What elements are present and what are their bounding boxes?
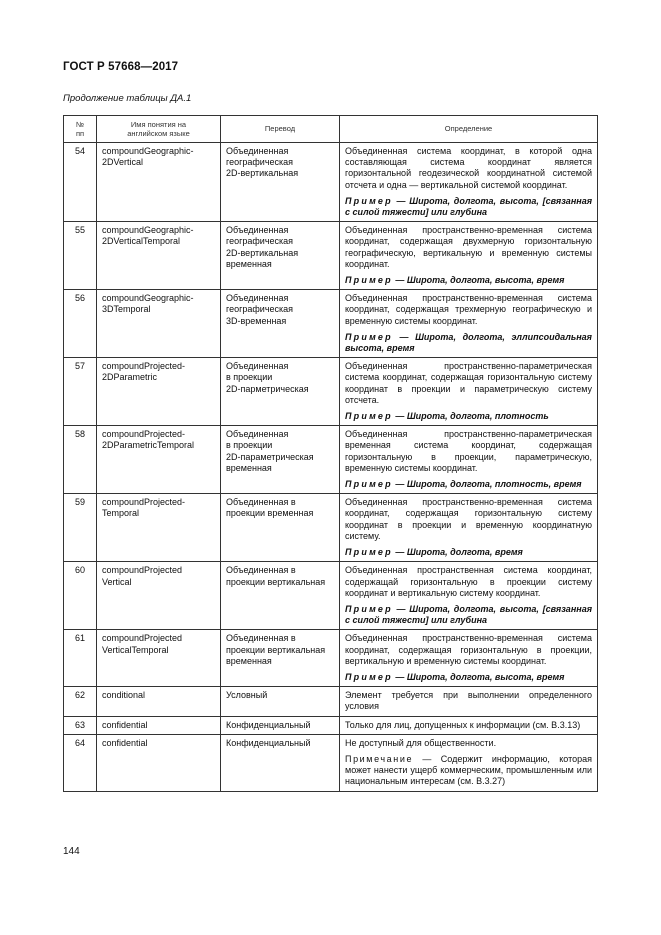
term-definition bbox=[340, 222, 598, 290]
example-text bbox=[345, 479, 592, 490]
example-label: Пример bbox=[345, 275, 393, 286]
table-row bbox=[64, 358, 598, 426]
term-translation bbox=[221, 630, 340, 687]
row-number-text: 62 bbox=[74, 690, 85, 701]
row-number-text: 57 bbox=[74, 361, 85, 372]
term-name bbox=[97, 358, 221, 426]
example-label: Пример bbox=[345, 331, 393, 342]
definition-text: Объединенная пространственно-временная система координат, содержащая горизонтальную в проекции, вертикальную и временную системы координат. bbox=[345, 633, 592, 666]
example-label: Пример bbox=[345, 547, 393, 558]
example-body: — Широта, долгота, высота, [связанная с силой тяжести] или глубина bbox=[345, 603, 592, 626]
term-translation bbox=[221, 222, 340, 290]
definition-text: Не доступный для общественности. bbox=[345, 737, 497, 748]
row-number-text: 56 bbox=[74, 293, 85, 304]
term-name-text: compoundProjected VerticalTemporal bbox=[102, 633, 183, 655]
example-body: — Широта, долгота, время bbox=[392, 547, 523, 558]
note-label: Примечание bbox=[345, 753, 414, 764]
term-name-text: confidential bbox=[102, 737, 148, 748]
example-text bbox=[345, 604, 592, 626]
term-translation bbox=[221, 358, 340, 426]
term-translation-text: Объединенная в проекции 2D-параметрическая временная bbox=[226, 429, 314, 473]
table-row bbox=[64, 562, 598, 630]
example-body: — Широта, долгота, высота, [связанная с силой тяжести] или глубина bbox=[345, 195, 592, 218]
term-name bbox=[97, 716, 221, 734]
example-body: — Широта, долгота, плотность, время bbox=[392, 479, 582, 490]
term-translation-text: Объединенная в проекции временная bbox=[226, 497, 314, 519]
definition-text: Элемент требуется при выполнении определенного условия bbox=[345, 690, 592, 712]
table-row bbox=[64, 426, 598, 494]
table-row bbox=[64, 494, 598, 562]
term-translation-text: Объединенная в проекции вертикальная bbox=[226, 565, 326, 587]
term-translation-text: Объединенная географическая 3D-временная bbox=[226, 293, 294, 326]
note-body: — Содержит информацию, которая может нанести ущерб коммерческим, промышленным или национальным интересам (см. В.3.27) bbox=[345, 753, 592, 787]
term-translation-text: Объединенная географическая 2D-вертикальная bbox=[226, 146, 299, 179]
example-text bbox=[345, 672, 592, 683]
row-number bbox=[64, 222, 97, 290]
header-translation bbox=[221, 116, 340, 143]
term-definition bbox=[340, 716, 598, 734]
note-text bbox=[345, 754, 592, 788]
term-name bbox=[97, 222, 221, 290]
term-definition bbox=[340, 143, 598, 222]
header-num-text: № пп bbox=[75, 119, 85, 138]
table-row bbox=[64, 734, 598, 791]
term-translation-text: Конфиденциальный bbox=[226, 737, 311, 748]
term-name bbox=[97, 687, 221, 716]
header-definition bbox=[340, 116, 598, 143]
term-name-text: confidential bbox=[102, 719, 148, 730]
header-definition-text: Определение bbox=[444, 124, 493, 134]
example-label: Пример bbox=[345, 671, 393, 682]
example-text bbox=[345, 332, 592, 354]
term-translation-text: Объединенная географическая 2D-вертикальная временная bbox=[226, 225, 299, 269]
term-definition bbox=[340, 494, 598, 562]
term-translation bbox=[221, 426, 340, 494]
example-body: — Широта, долгота, эллипсоидальная высота, время bbox=[345, 331, 592, 354]
table-row bbox=[64, 687, 598, 716]
definition-text: Объединенная пространственно-параметрическая система координат, содержащая горизонтальную систему координат в проекции и параметрическую систему отсчета. bbox=[345, 361, 592, 405]
row-number-text: 63 bbox=[74, 719, 85, 730]
table-row bbox=[64, 630, 598, 687]
table-row bbox=[64, 290, 598, 358]
example-text bbox=[345, 196, 592, 218]
table-header-row bbox=[64, 116, 598, 143]
example-label: Пример bbox=[345, 603, 393, 614]
definition-text: Объединенная пространственно-параметрическая временная система координат, содержащая горизонтальную в проекции, параметрическую, временную системы координат. bbox=[345, 429, 592, 473]
term-definition bbox=[340, 630, 598, 687]
term-name-text: compoundGeographic- 3DTemporal bbox=[102, 293, 194, 315]
definition-text: Объединенная пространственная система координат, содержащай горизонтальную в проекции систему координат и вертикальную систему координат. bbox=[345, 565, 592, 598]
table-row bbox=[64, 222, 598, 290]
term-translation-text: Условный bbox=[226, 690, 268, 701]
definition-text: Объединенная пространственно-временная система координат, содержащая горизонтальную систему координат в проекции и временную координатную систему. bbox=[345, 497, 592, 541]
row-number bbox=[64, 143, 97, 222]
table-row bbox=[64, 143, 598, 222]
row-number bbox=[64, 358, 97, 426]
term-name bbox=[97, 562, 221, 630]
row-number-text: 60 bbox=[74, 565, 85, 576]
term-definition bbox=[340, 562, 598, 630]
header-name bbox=[97, 116, 221, 143]
header-translation-text: Перевод bbox=[264, 124, 296, 134]
term-definition bbox=[340, 426, 598, 494]
example-label: Пример bbox=[345, 479, 393, 490]
term-name bbox=[97, 734, 221, 791]
table-caption: Продолжение таблицы ДА.1 bbox=[63, 93, 192, 104]
term-name bbox=[97, 290, 221, 358]
definition-text: Объединенная пространственно-временная система координат, содержащая двухмерную горизонтальную географическую, вертикальную и временную системы координат. bbox=[345, 225, 592, 269]
term-translation-text: Объединенная в проекции вертикальная временная bbox=[226, 633, 326, 666]
term-translation bbox=[221, 494, 340, 562]
term-name-text: compoundProjected- 2DParametricTemporal bbox=[102, 429, 195, 451]
term-translation bbox=[221, 734, 340, 791]
row-number bbox=[64, 426, 97, 494]
row-number bbox=[64, 630, 97, 687]
example-text bbox=[345, 411, 592, 422]
header-num bbox=[64, 116, 97, 143]
term-definition bbox=[340, 734, 598, 791]
row-number bbox=[64, 734, 97, 791]
row-number-text: 58 bbox=[74, 429, 85, 440]
row-number-text: 54 bbox=[74, 146, 85, 156]
example-text bbox=[345, 275, 592, 286]
example-body: — Широта, долгота, высота, время bbox=[392, 275, 565, 286]
definition-text: Только для лиц, допущенных к информации (см. В.3.13) bbox=[345, 719, 581, 730]
example-body: — Широта, долгота, плотность bbox=[392, 411, 549, 422]
term-name bbox=[97, 143, 221, 222]
term-definition bbox=[340, 687, 598, 716]
definitions-table bbox=[63, 115, 598, 792]
term-name-text: compoundProjected Vertical bbox=[102, 565, 183, 587]
term-name-text: conditional bbox=[102, 690, 146, 701]
term-name-text: compoundGeographic- 2DVertical bbox=[102, 146, 194, 168]
definition-text: Объединенная система координат, в которой одна составляющая система координат является горизонтальной геодезической координатной системой отсчета и одна — вертикальной системой координат. bbox=[345, 146, 592, 190]
row-number bbox=[64, 562, 97, 630]
term-definition bbox=[340, 290, 598, 358]
term-name bbox=[97, 426, 221, 494]
term-translation-text: Конфиденциальный bbox=[226, 719, 311, 730]
page-number: 144 bbox=[63, 846, 80, 857]
row-number-text: 64 bbox=[74, 737, 85, 748]
term-name bbox=[97, 630, 221, 687]
example-label: Пример bbox=[345, 411, 393, 422]
term-name bbox=[97, 494, 221, 562]
definition-text: Объединенная пространственно-временная система координат, содержащая трехмерную географическую и временную системы координат. bbox=[345, 293, 592, 326]
term-translation bbox=[221, 562, 340, 630]
term-translation bbox=[221, 687, 340, 716]
term-translation bbox=[221, 716, 340, 734]
row-number bbox=[64, 687, 97, 716]
example-label: Пример bbox=[345, 195, 393, 206]
row-number bbox=[64, 290, 97, 358]
document-title: ГОСТ Р 57668—2017 bbox=[63, 61, 179, 73]
term-translation bbox=[221, 290, 340, 358]
term-translation bbox=[221, 143, 340, 222]
term-translation-text: Объединенная в проекции 2D-парметрическая bbox=[226, 361, 309, 394]
example-text bbox=[345, 547, 592, 558]
term-definition bbox=[340, 358, 598, 426]
term-name-text: compoundProjected- Temporal bbox=[102, 497, 186, 519]
term-name-text: compoundProjected- 2DParametric bbox=[102, 361, 186, 383]
row-number bbox=[64, 494, 97, 562]
row-number-text: 55 bbox=[74, 225, 85, 236]
header-name-text: Имя понятия на английском языке bbox=[127, 119, 190, 138]
example-body: — Широта, долгота, высота, время bbox=[392, 671, 565, 682]
term-name-text: compoundGeographic- 2DVerticalTemporal bbox=[102, 225, 194, 247]
row-number-text: 61 bbox=[74, 633, 85, 644]
row-number-text: 59 bbox=[74, 497, 85, 508]
row-number bbox=[64, 716, 97, 734]
table-row bbox=[64, 716, 598, 734]
